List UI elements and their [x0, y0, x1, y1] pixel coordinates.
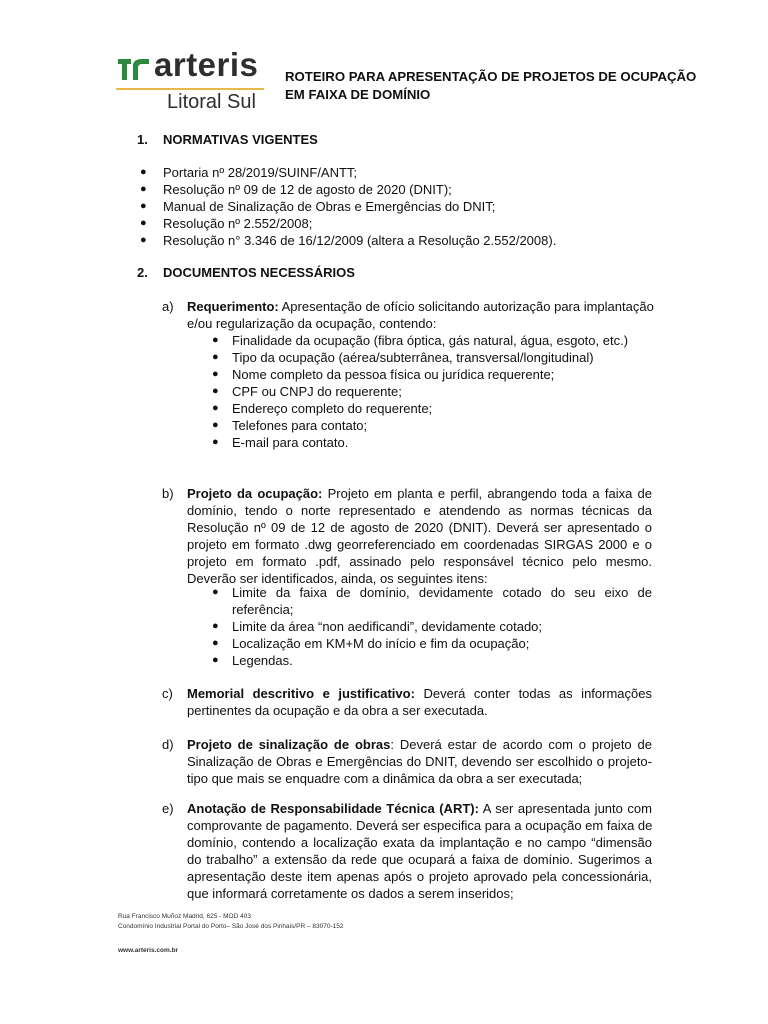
item-e-line-3: domínio, contendo a localização exata da implantação e no campo “dimensão	[187, 835, 652, 850]
item-c-line	[187, 685, 652, 702]
item-a-line-1: Apresentação de ofício solicitando autorização para implantação	[281, 299, 654, 314]
item-b-paragraph	[187, 485, 652, 587]
bullet-icon: ●	[212, 351, 219, 363]
list-item: Portaria nº 28/2019/SUINF/ANTT;	[163, 165, 358, 180]
section-1-number: 1.	[137, 132, 148, 147]
list-item: E-mail para contato.	[232, 435, 349, 450]
list-item: Limite da área “non aedificandi”, devidamente cotado;	[232, 619, 543, 634]
document-title-line-2: EM FAIXA DE DOMÍNIO	[285, 87, 431, 102]
arteris-mark-icon	[116, 56, 152, 82]
item-d-label: Projeto de sinalização de obras	[187, 737, 391, 752]
item-b-line-2: domínio, tendo o norte representado e atendendo as normas técnicas da	[187, 503, 652, 518]
item-b-line-3: Resolução nº 09 de 12 de agosto de 2020 (DNIT). Deverá ser apresentado o	[187, 520, 652, 535]
bullet-icon: ●	[212, 402, 219, 414]
item-d-line-3: tipo que mais se enquadre com a dinâmica da obra a ser executada;	[187, 771, 583, 786]
item-e-letter: e)	[162, 801, 174, 816]
list-item: Tipo da ocupação (aérea/subterrânea, transversal/longitudinal)	[232, 350, 594, 365]
item-b-label: Projeto da ocupação:	[187, 486, 323, 501]
item-b-letter: b)	[162, 486, 174, 501]
item-b-line	[187, 485, 652, 502]
bullet-icon: ●	[140, 200, 147, 212]
item-a-paragraph	[187, 298, 654, 315]
item-e-line	[187, 800, 652, 817]
bullet-icon: ●	[140, 234, 147, 246]
section-2-title: DOCUMENTOS NECESSÁRIOS	[163, 265, 355, 280]
section-1-title: NORMATIVAS VIGENTES	[163, 132, 318, 147]
document-title-line-1: ROTEIRO PARA APRESENTAÇÃO DE PROJETOS DE OCUPAÇÃO	[285, 69, 697, 84]
item-b-line-6: Deverão ser identificados, ainda, os seguintes itens:	[187, 571, 488, 586]
item-c-letter: c)	[162, 686, 173, 701]
bullet-icon: ●	[212, 637, 219, 649]
bullet-icon: ●	[140, 217, 147, 229]
item-d-line-2: Sinalização de Obras e Emergências do DNIT, devendo ser escolhido o projeto-	[187, 754, 652, 769]
list-item: Legendas.	[232, 653, 293, 668]
item-e-line-2: comprovante de pagamento. Deverá ser especifica para a ocupação em faixa de	[187, 818, 653, 833]
bullet-icon: ●	[212, 586, 219, 598]
bullet-icon: ●	[212, 385, 219, 397]
bullet-icon: ●	[212, 334, 219, 346]
list-item: Localização em KM+M do início e fim da ocupação;	[232, 636, 530, 651]
bullet-icon: ●	[212, 436, 219, 448]
bullet-icon: ●	[212, 654, 219, 666]
item-a-label: Requerimento:	[187, 299, 279, 314]
bullet-icon: ●	[212, 419, 219, 431]
item-d-paragraph	[187, 736, 652, 787]
item-c-label: Memorial descritivo e justificativo:	[187, 686, 415, 701]
list-item: Finalidade da ocupação (fibra óptica, gás natural, água, esgoto, etc.)	[232, 333, 629, 348]
item-b-line-1: Projeto em planta e perfil, abrangendo toda a faixa de	[327, 486, 652, 501]
item-d-line-1: : Deverá estar de acordo com o projeto de	[390, 737, 652, 752]
document-title	[285, 68, 705, 104]
list-item: Nome completo da pessoa física ou jurídica requerente;	[232, 367, 555, 382]
bullet-icon: ●	[140, 183, 147, 195]
list-item: Resolução nº 09 de 12 de agosto de 2020 (DNIT);	[163, 182, 452, 197]
bullet-icon: ●	[212, 620, 219, 632]
logo-subtitle: Litoral Sul	[167, 91, 256, 113]
item-a-letter: a)	[162, 299, 174, 314]
item-c-line-2: pertinentes da ocupação e da obra a ser executada.	[187, 703, 488, 718]
list-item-line-1: Limite da faixa de domínio, devidamente cotado do seu eixo de	[232, 585, 652, 600]
item-e-line-5: apresentação deste item apenas após o projeto aprovado pela concessionária,	[187, 869, 652, 884]
footer-address-line-2: Condomínio Industrial Portal do Porto– São José dos Pinhais/PR – 83070-152	[118, 923, 344, 930]
item-e-line-4: do trabalho” a extensão da rede que ocupará a faixa de domínio. Sugerimos a	[187, 852, 652, 867]
item-e-paragraph	[187, 800, 652, 902]
list-item: Resolução n° 3.346 de 16/12/2009 (altera a Resolução 2.552/2008).	[163, 233, 557, 248]
item-b-line-4: projeto em formato .dwg georreferenciado em coordenadas SIRGAS 2000 e o	[187, 537, 652, 552]
item-a-line-2: e/ou regularização da ocupação, contendo:	[187, 316, 437, 331]
item-d-line	[187, 736, 652, 753]
item-c-line-1: Deverá conter todas as informações	[423, 686, 652, 701]
arteris-logo	[116, 46, 264, 116]
section-2-number: 2.	[137, 265, 148, 280]
list-item-line-2: referência;	[232, 602, 294, 617]
logo-divider	[116, 88, 264, 90]
item-e-label: Anotação de Responsabilidade Técnica (ART):	[187, 801, 479, 816]
list-item	[232, 584, 652, 601]
footer-website-link[interactable]: www.arteris.com.br	[118, 947, 179, 954]
item-d-letter: d)	[162, 737, 174, 752]
list-item: Endereço completo do requerente;	[232, 401, 433, 416]
item-b-line-5: projeto em formato .pdf, assinado pelo responsável técnico pelo mesmo.	[187, 554, 652, 569]
bullet-icon: ●	[140, 166, 147, 178]
list-item: Manual de Sinalização de Obras e Emergências do DNIT;	[163, 199, 496, 214]
item-c-paragraph	[187, 685, 652, 719]
item-e-line-1: A ser apresentada junto com	[482, 801, 652, 816]
list-item: CPF ou CNPJ do requerente;	[232, 384, 402, 399]
list-item: Resolução nº 2.552/2008;	[163, 216, 313, 231]
footer-address-line-1: Rua Francisco Muñoz Madrid, 625 - MOD 403	[118, 913, 251, 920]
list-item: Telefones para contato;	[232, 418, 368, 433]
logo-wordmark: arteris	[154, 46, 259, 83]
item-e-line-6: que informará corretamente os dados a serem inseridos;	[187, 886, 514, 901]
bullet-icon: ●	[212, 368, 219, 380]
